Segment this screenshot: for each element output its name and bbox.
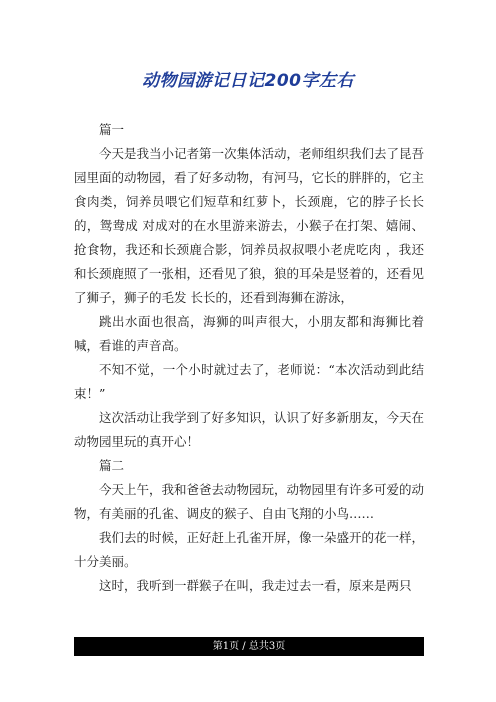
- paragraph: 今天上午，我和爸爸去动物园玩，动物园里有许多可爱的动物，有美丽的孔雀、调皮的猴子、自由飞翔的小鸟……: [74, 482, 425, 521]
- section-heading-1: 篇一: [99, 122, 125, 137]
- document-body: [74, 118, 424, 598]
- page-footer: 第1页 / 总共3页: [74, 637, 424, 656]
- paragraph: 这次活动让我学到了好多知识，认识了好多新朋友，今天在动物园里玩的真开心！: [74, 410, 425, 449]
- document-title: 动物园游记日记200字左右: [142, 71, 354, 91]
- paragraph: 今天是我当小记者第一次集体活动，老师组织我们去了昆吾园里面的动物园，看了好多动物，有河马，它长的胖胖的，它主食肉类，饲养员喂它们短草和红萝卜，长颈鹿，它的脖子长长的，鸳鸯成 对成对的在水里游来游去，小猴子在打架、嬉闹、抢食物，我还和长颈鹿合影，饲养员叔叔喂小老虎吃肉 ，我还和长颈鹿照了一张相，还看见了狼，狼的耳朵是竖着的，还看见了狮子，狮子的毛发 长长的，还看到海狮在游泳，: [74, 146, 425, 305]
- paragraph: 不知不觉，一个小时就过去了，老师说：“本次活动到此结束！”: [74, 362, 424, 401]
- paragraph: 跳出水面也很高，海狮的叫声很大，小朋友都和海狮比着喊，看谁的声音高。: [74, 314, 424, 353]
- paragraph: 我们去的时候，正好赶上孔雀开屏，像一朵盛开的花一样，十分美丽。: [74, 530, 425, 569]
- section-heading-2: 篇二: [99, 458, 125, 473]
- paragraph: 这时，我听到一群猴子在叫，我走过去一看，原来是两只: [99, 578, 412, 593]
